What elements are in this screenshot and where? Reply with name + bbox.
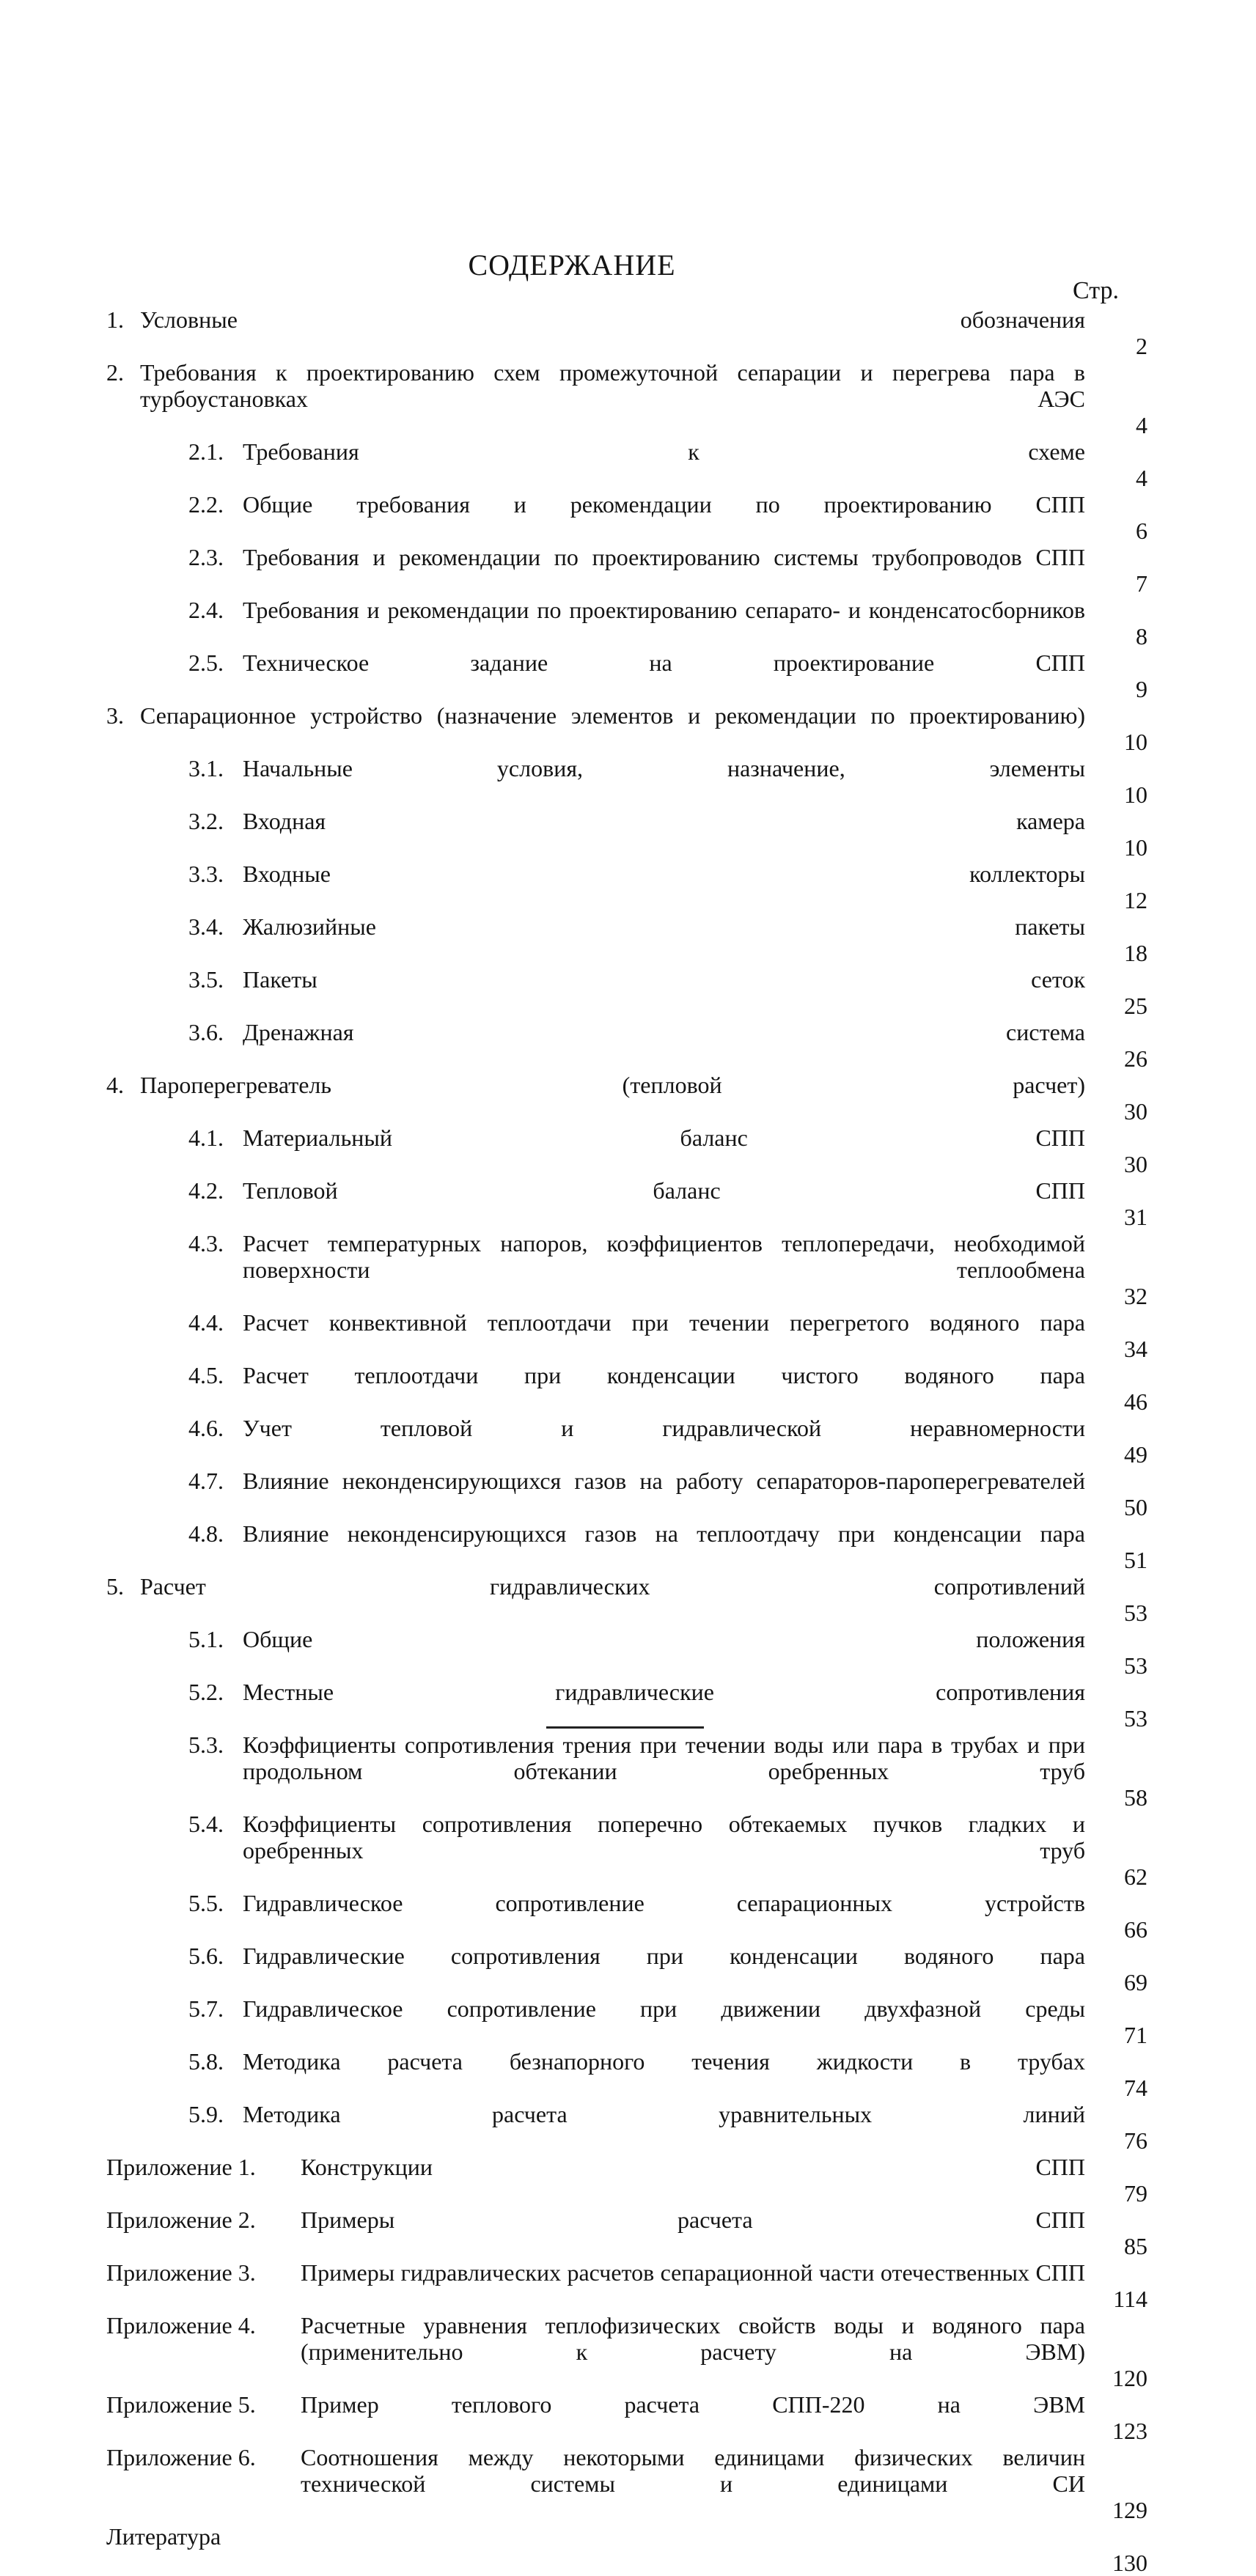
toc-entry-title: Конструкции СПП [301, 2154, 1085, 2180]
toc-entry-page: 123 [1112, 2418, 1147, 2444]
toc-entry-page: 62 [1124, 1863, 1147, 1890]
toc-entry-page: 32 [1124, 1283, 1147, 1309]
toc-entry-number: 4.3. [188, 1230, 224, 1256]
toc-entry-page: 130 [1112, 2550, 1147, 2576]
toc-entry-title: Сепарационное устройство (назначение элементов и рекомендации по проектированию) [140, 702, 1085, 729]
toc-entry [106, 1573, 1147, 1626]
toc-entry [106, 1679, 1147, 1732]
toc-entry-number: 2. [106, 359, 124, 386]
toc-entry-page: 34 [1124, 1336, 1147, 1362]
toc-entry-title: Расчет гидравлических сопротивлений [140, 1573, 1085, 1600]
divider-rule [546, 1726, 704, 1729]
toc-entry-number: 3. [106, 702, 124, 729]
toc-entry-title: Гидравлические сопротивления при конденсации водяного пара [243, 1943, 1085, 1969]
toc-entry [106, 2207, 1147, 2259]
toc-entry-number: 4.8. [188, 1520, 224, 1547]
page-column-header: Стр. [1073, 277, 1120, 304]
toc-entry [106, 649, 1147, 702]
toc-entry-title: Техническое задание на проектирование СПП [243, 649, 1085, 676]
toc-entry-page: 26 [1124, 1045, 1147, 1072]
toc-entry-page: 74 [1124, 2075, 1147, 2101]
toc-entry-title: Гидравлическое сопротивление сепарационных устройств [243, 1890, 1085, 1916]
toc-entry-title: Расчет теплоотдачи при конденсации чистого водяного пара [243, 1362, 1085, 1388]
toc-entry-page: 51 [1124, 1547, 1147, 1573]
toc-entry-title: Методика расчета уравнительных линий [243, 2101, 1085, 2127]
toc-entry-page: 31 [1124, 1204, 1147, 1230]
toc-entry [106, 2444, 1147, 2523]
toc-entry-page: 7 [1136, 570, 1147, 597]
toc-entry-page: 69 [1124, 1969, 1147, 1995]
toc-entry [106, 2101, 1147, 2154]
toc-entry [106, 1732, 1147, 1811]
toc-entry-title: Гидравлическое сопротивление при движении двухфазной среды [243, 1995, 1085, 2022]
toc-entry-number: 5.6. [188, 1943, 224, 1969]
toc-entry-number: 2.2. [188, 491, 224, 518]
toc-entry [106, 755, 1147, 808]
toc-entry-title: Тепловой баланс СПП [243, 1177, 1085, 1204]
toc-entry [106, 1415, 1147, 1468]
toc-entry-number: 3.2. [188, 808, 224, 834]
toc-entry-number: 3.1. [188, 755, 224, 781]
toc-entry-title: Пакеты сеток [243, 966, 1085, 993]
toc-entry-page: 4 [1136, 465, 1147, 491]
toc-entry-page: 53 [1124, 1705, 1147, 1732]
toc-entry [106, 1890, 1147, 1943]
toc-entry-number: 5. [106, 1573, 124, 1600]
toc-entry [106, 1019, 1147, 1072]
toc-entry-page: 58 [1124, 1784, 1147, 1811]
toc-entry-title: Коэффициенты сопротивления поперечно обтекаемых пучков гладких и оребренных труб [243, 1811, 1085, 1863]
toc-entry-page: 30 [1124, 1098, 1147, 1125]
toc-entry-page: 71 [1124, 2022, 1147, 2048]
toc-entry [106, 1177, 1147, 1230]
toc-entry-page: 10 [1124, 834, 1147, 861]
toc-entry-number: 4.6. [188, 1415, 224, 1441]
toc-entry-number: 5.7. [188, 1995, 224, 2022]
toc-entry [106, 597, 1147, 649]
toc-entry-number: Приложение 2. [106, 2207, 256, 2233]
toc-entry-number: 5.5. [188, 1890, 224, 1916]
toc-entry [106, 808, 1147, 861]
table-of-contents [106, 306, 1147, 2576]
toc-entry [106, 1811, 1147, 1890]
toc-entry-page: 85 [1124, 2233, 1147, 2259]
toc-entry-title: Жалюзийные пакеты [243, 913, 1085, 940]
toc-entry [106, 306, 1147, 359]
toc-entry-number: 5.4. [188, 1811, 224, 1837]
toc-entry-title: Соотношения между некоторыми единицами физических величин технической системы и единицами СИ [301, 2444, 1085, 2497]
toc-entry [106, 1362, 1147, 1415]
toc-entry [106, 1125, 1147, 1177]
toc-entry-page: 129 [1112, 2497, 1147, 2523]
toc-entry-title: Дренажная система [243, 1019, 1085, 1045]
toc-entry-number: 2.4. [188, 597, 224, 623]
toc-entry-title: Литература [106, 2523, 221, 2550]
toc-entry-number: Приложение 5. [106, 2391, 256, 2418]
toc-entry-page: 66 [1124, 1916, 1147, 1943]
toc-entry-title: Условные обозначения [140, 306, 1085, 333]
toc-entry [106, 359, 1147, 438]
toc-entry-title: Материальный баланс СПП [243, 1125, 1085, 1151]
toc-entry-number: 5.3. [188, 1732, 224, 1758]
toc-entry-page: 2 [1136, 333, 1147, 359]
toc-entry-title: Требования и рекомендации по проектированию системы трубопроводов СПП [243, 544, 1085, 570]
toc-entry [106, 1943, 1147, 1995]
toc-entry-page: 10 [1124, 729, 1147, 755]
toc-entry-title: Расчетные уравнения теплофизических свойств воды и водяного пара (применительно к расчету на ЭВМ) [301, 2312, 1085, 2365]
toc-entry-page: 53 [1124, 1600, 1147, 1626]
toc-entry-page: 76 [1124, 2127, 1147, 2154]
toc-entry-title: Пароперегреватель (тепловой расчет) [140, 1072, 1085, 1098]
toc-entry-page: 9 [1136, 676, 1147, 702]
toc-entry-number: Приложение 4. [106, 2312, 256, 2338]
toc-entry [106, 861, 1147, 913]
toc-entry-number: 2.3. [188, 544, 224, 570]
toc-entry-number: 2.1. [188, 438, 224, 465]
toc-entry-number: 3.6. [188, 1019, 224, 1045]
toc-entry-page: 46 [1124, 1388, 1147, 1415]
toc-entry-title: Учет тепловой и гидравлической неравномерности [243, 1415, 1085, 1441]
toc-entry-title: Влияние неконденсирующихся газов на работу сепараторов-пароперегревателей [243, 1468, 1085, 1494]
toc-entry [106, 2391, 1147, 2444]
toc-entry-title: Методика расчета безнапорного течения жидкости в трубах [243, 2048, 1085, 2075]
toc-entry-number: 3.3. [188, 861, 224, 887]
toc-entry-number: 4.2. [188, 1177, 224, 1204]
toc-entry-number: 2.5. [188, 649, 224, 676]
toc-entry-number: Приложение 3. [106, 2259, 256, 2286]
toc-entry-page: 18 [1124, 940, 1147, 966]
toc-entry [106, 438, 1147, 491]
toc-entry-number: 1. [106, 306, 124, 333]
toc-entry-title: Расчет конвективной теплоотдачи при течении перегретого водяного пара [243, 1309, 1085, 1336]
toc-entry-page: 53 [1124, 1652, 1147, 1679]
toc-entry-title: Местные гидравлические сопротивления [243, 1679, 1085, 1705]
toc-entry-number: Приложение 1. [106, 2154, 256, 2180]
toc-entry-number: 4.7. [188, 1468, 224, 1494]
toc-entry [106, 1230, 1147, 1309]
toc-entry-title: Начальные условия, назначение, элементы [243, 755, 1085, 781]
toc-entry [106, 2523, 1147, 2576]
toc-entry-page: 25 [1124, 993, 1147, 1019]
toc-entry-title: Общие положения [243, 1626, 1085, 1652]
toc-entry [106, 1468, 1147, 1520]
toc-entry-number: 5.9. [188, 2101, 224, 2127]
toc-entry-title: Требования к проектированию схем промежуточной сепарации и перегрева пара в турбоустановках АЭС [140, 359, 1085, 412]
toc-entry-number: 5.1. [188, 1626, 224, 1652]
toc-entry-page: 49 [1124, 1441, 1147, 1468]
toc-entry-page: 30 [1124, 1151, 1147, 1177]
toc-entry [106, 2154, 1147, 2207]
toc-entry-number: 3.4. [188, 913, 224, 940]
toc-entry-title: Общие требования и рекомендации по проектированию СПП [243, 491, 1085, 518]
toc-entry-number: 4.4. [188, 1309, 224, 1336]
toc-entry-number: 5.8. [188, 2048, 224, 2075]
toc-entry-title: Пример теплового расчета СПП-220 на ЭВМ [301, 2391, 1085, 2418]
toc-entry-title: Требования и рекомендации по проектированию сепарато- и конденсатосборников [243, 597, 1085, 623]
toc-entry-title: Примеры гидравлических расчетов сепарационной части отечественных СПП [301, 2259, 1085, 2286]
toc-entry-title: Коэффициенты сопротивления трения при течении воды или пара в трубах и при продольном обтекании оребренных труб [243, 1732, 1085, 1784]
toc-entry-page: 6 [1136, 518, 1147, 544]
toc-entry-title: Требования к схеме [243, 438, 1085, 465]
toc-entry [106, 2048, 1147, 2101]
toc-entry [106, 1995, 1147, 2048]
toc-entry [106, 544, 1147, 597]
toc-entry-title: Входная камера [243, 808, 1085, 834]
toc-entry [106, 702, 1147, 755]
toc-entry [106, 1309, 1147, 1362]
toc-entry-title: Влияние неконденсирующихся газов на теплоотдачу при конденсации пара [243, 1520, 1085, 1547]
toc-entry-number: Приложение 6. [106, 2444, 256, 2470]
toc-entry [106, 1072, 1147, 1125]
toc-entry-number: 3.5. [188, 966, 224, 993]
toc-entry-page: 50 [1124, 1494, 1147, 1520]
toc-entry-title: Расчет температурных напоров, коэффициентов теплопередачи, необходимой поверхности теплообмена [243, 1230, 1085, 1283]
toc-entry [106, 2259, 1147, 2312]
toc-entry-number: 4.1. [188, 1125, 224, 1151]
page-title: СОДЕРЖАНИЕ [468, 249, 676, 281]
toc-entry [106, 966, 1147, 1019]
toc-entry-page: 12 [1124, 887, 1147, 913]
toc-entry [106, 2312, 1147, 2391]
toc-entry-page: 4 [1136, 412, 1147, 438]
toc-entry [106, 1626, 1147, 1679]
toc-entry-page: 120 [1112, 2365, 1147, 2391]
toc-entry-page: 114 [1113, 2286, 1147, 2312]
toc-entry [106, 491, 1147, 544]
toc-entry-title: Входные коллекторы [243, 861, 1085, 887]
toc-entry-number: 4. [106, 1072, 124, 1098]
toc-entry [106, 1520, 1147, 1573]
toc-entry-number: 4.5. [188, 1362, 224, 1388]
toc-entry-page: 79 [1124, 2180, 1147, 2207]
toc-entry-page: 10 [1124, 781, 1147, 808]
toc-entry-title: Примеры расчета СПП [301, 2207, 1085, 2233]
toc-entry [106, 913, 1147, 966]
toc-entry-page: 8 [1136, 623, 1147, 649]
toc-entry-number: 5.2. [188, 1679, 224, 1705]
